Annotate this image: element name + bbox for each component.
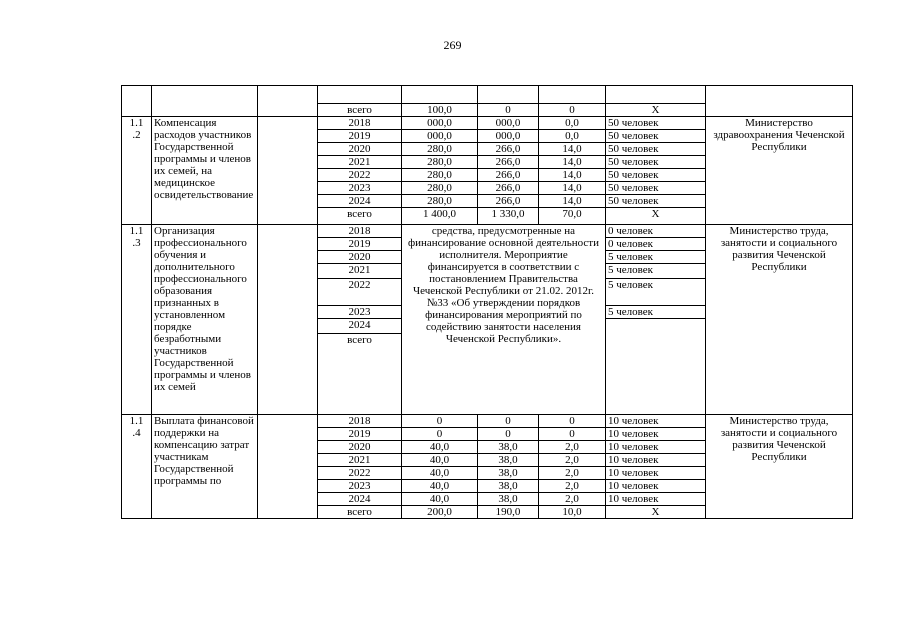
value-cell: 14,0 [539,169,606,182]
value-cell: 0 [478,428,539,441]
section-1-1-2 [122,117,853,225]
value-cell: 280,0 [402,182,478,195]
result-cell: 5 человек [606,279,706,306]
empty-result-cell [606,319,706,415]
value-cell: 14,0 [539,182,606,195]
value-cell: 2,0 [539,480,606,493]
value-cell: 280,0 [402,156,478,169]
result-cell: 50 человек [606,182,706,195]
year-cell: 2020 [318,441,402,454]
value-cell: 0 [539,415,606,428]
year-cell: 2023 [318,480,402,493]
year-cell: 2022 [318,467,402,480]
result-cell: 10 человек [606,480,706,493]
value-cell: 38,0 [478,441,539,454]
total-value: 200,0 [402,506,478,519]
year-cell: 2019 [318,238,402,251]
result-cell: 5 человек [606,264,706,279]
year-cell: 2021 [318,156,402,169]
year-cell: 2024 [318,319,402,334]
year-cell: 2024 [318,195,402,208]
value-cell: 40,0 [402,441,478,454]
result-cell: 0 человек [606,238,706,251]
year-cell: 2024 [318,493,402,506]
year-cell: 2018 [318,117,402,130]
value-cell: 000,0 [402,117,478,130]
value-cell: 40,0 [402,493,478,506]
value-cell: 0,0 [539,130,606,143]
year-cell: 2022 [318,279,402,306]
section-1-1-3 [122,225,853,415]
value-cell: 266,0 [478,169,539,182]
empty-cell [258,415,318,519]
value-cell: 2,0 [539,467,606,480]
value-cell: 0 [402,428,478,441]
value-cell: 266,0 [478,182,539,195]
program-table [121,85,853,519]
total-value: 10,0 [539,506,606,519]
total-value: 1 400,0 [402,208,478,225]
table-row [122,117,853,130]
total-value: 190,0 [478,506,539,519]
funding-note: средства, предусмотренные на финансирование основной деятельности исполнителя. Мероприятие финансируется в соответствии с постановлением Правительства Чеченской Республики от 21.02. 2012г. №33 «Об утверждении порядков финансирования мероприятий по содействию занятости населения Чеченской Республики». [402,225,606,415]
value-cell: 14,0 [539,195,606,208]
total-result: Х [606,208,706,225]
section-name: Организация профессионального обучения и дополнительного профессионального образования признанных в установленном порядке безработными участников Государственной программы и членов их семей [152,225,258,415]
result-cell: 10 человек [606,415,706,428]
executor-cell: Министерство труда, занятости и социального развития Чеченской Республики [706,415,853,519]
page-number: 269 [443,38,462,52]
value-cell: 38,0 [478,454,539,467]
year-cell: 2023 [318,182,402,195]
value-cell: 40,0 [402,454,478,467]
value-cell: 38,0 [478,467,539,480]
section-code: 1.1 .3 [122,225,152,415]
empty-cell [258,225,318,415]
result-cell: 10 человек [606,428,706,441]
value-cell: 000,0 [402,130,478,143]
table-row-prev-total: всего 100,0 0 0 Х [122,104,853,117]
year-cell: 2019 [318,428,402,441]
value-cell: 266,0 [478,143,539,156]
result-cell: 0 человек [606,225,706,238]
value-cell: 14,0 [539,143,606,156]
result-cell: 10 человек [606,467,706,480]
year-cell: 2022 [318,169,402,182]
result-cell: 50 человек [606,169,706,182]
value-cell: 266,0 [478,195,539,208]
value-cell: 2,0 [539,454,606,467]
section-1-1-4 [122,415,853,519]
total-label: всего [318,506,402,519]
value-cell: 40,0 [402,480,478,493]
year-cell: 2020 [318,251,402,264]
table-row [122,415,853,428]
result-cell: 5 человек [606,306,706,319]
value-cell: 14,0 [539,156,606,169]
executor-cell: Министерство здравоохранения Чеченской Республики [706,117,853,225]
total-label: всего [318,334,402,415]
result-cell: 10 человек [606,493,706,506]
year-cell: 2021 [318,264,402,279]
section-code: 1.1 .4 [122,415,152,519]
section-name: Выплата финансовой поддержки на компенсацию затрат участникам Государственной программы по [152,415,258,519]
section-name: Компенсация расходов участников Государственной программы и членов их семей, на медицинское освидетельствование [152,117,258,225]
value-cell: 280,0 [402,169,478,182]
year-cell: 2019 [318,130,402,143]
table-row [122,225,853,238]
result-cell: 50 человек [606,117,706,130]
value-cell: 280,0 [402,143,478,156]
year-cell: 2020 [318,143,402,156]
value-cell: 38,0 [478,493,539,506]
total-value: 70,0 [539,208,606,225]
value-cell: 000,0 [478,117,539,130]
empty-cell [258,117,318,225]
value-cell: 280,0 [402,195,478,208]
value-cell: 0 [402,415,478,428]
value-cell: 2,0 [539,441,606,454]
value-cell: 0,0 [539,117,606,130]
year-cell: 2023 [318,306,402,319]
section-code: 1.1 .2 [122,117,152,225]
value-cell: 000,0 [478,130,539,143]
value-cell: 40,0 [402,467,478,480]
result-cell: 50 человек [606,143,706,156]
year-cell: 2018 [318,415,402,428]
value-cell: 0 [539,428,606,441]
result-cell: 10 человек [606,454,706,467]
total-result: Х [606,506,706,519]
table-row-header-remnant [122,86,853,104]
value-cell: 2,0 [539,493,606,506]
result-cell: 50 человек [606,130,706,143]
executor-cell: Министерство труда, занятости и социального развития Чеченской Республики [706,225,853,415]
year-cell: 2021 [318,454,402,467]
result-cell: 5 человек [606,251,706,264]
value-cell: 38,0 [478,480,539,493]
total-label: всего [318,208,402,225]
result-cell: 10 человек [606,441,706,454]
value-cell: 0 [478,415,539,428]
result-cell: 50 человек [606,156,706,169]
total-value: 1 330,0 [478,208,539,225]
value-cell: 266,0 [478,156,539,169]
result-cell: 50 человек [606,195,706,208]
year-cell: 2018 [318,225,402,238]
